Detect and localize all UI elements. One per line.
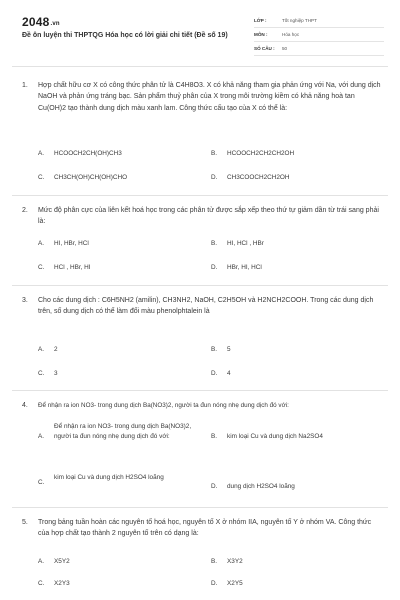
option-c[interactable] [38, 263, 198, 273]
logo-domain: .vn [50, 21, 60, 27]
question-2 [22, 205, 384, 228]
option-b[interactable] [211, 557, 381, 567]
option-text: HCOOCH2CH2CH2OH [227, 150, 295, 157]
divider [12, 195, 388, 196]
meta-row-subject [254, 28, 384, 42]
option-text: X5Y2 [54, 558, 70, 565]
option-c[interactable] [38, 173, 198, 183]
question-3 [22, 295, 384, 318]
option-text: 5 [227, 346, 231, 353]
question-text: Để nhận ra ion NO3- trong dung dịch Ba(NO3)2, người ta đun nóng nhẹ dung dịch đó với: [38, 402, 289, 409]
option-a[interactable] [38, 149, 198, 159]
option-d[interactable] [211, 263, 381, 273]
question-number: 5. [22, 519, 28, 526]
option-text: HI, HCl , HBr [227, 240, 264, 247]
question-stem [22, 517, 384, 540]
question-number: 2. [22, 207, 28, 214]
question-text: Hợp chất hữu cơ X có công thức phân tử là C4H8O3. X có khả năng tham gia phản ứng với Na, với dung dịch NaOH và phản ứng tráng bạc. Sản phẩm thuỷ phân của X trong môi trường kiềm có khả năng hoà tan Cu(OH)2 tạo thành dung dịch màu xanh lam. Công thức cấu tạo của X có thể là: [38, 82, 381, 112]
option-label: A. [38, 558, 45, 565]
option-text: X2Y5 [227, 580, 243, 587]
option-c[interactable] [38, 579, 198, 589]
option-a[interactable] [38, 239, 198, 249]
question-5 [22, 517, 384, 540]
option-label: B. [211, 240, 218, 247]
question-1 [22, 80, 384, 114]
option-label: C. [38, 370, 45, 377]
option-text: HCOOCH2CH(OH)CH3 [54, 150, 122, 157]
question-number: 4. [22, 402, 28, 409]
option-label: D. [211, 174, 218, 181]
option-label: D. [211, 580, 218, 587]
option-label: B. [211, 346, 218, 353]
question-number: 1. [22, 82, 28, 89]
question-text: Cho các dung dịch : C6H5NH2 (amilin), CH3NH2, NaOH, C2H5OH và H2NCH2COOH. Trong các dung dịch trên, số dung dịch có thể làm đổi màu phenolphtalein là [38, 297, 374, 316]
divider [12, 507, 388, 508]
option-label: A. [38, 150, 45, 157]
option-text: kim loại Cu và dung dịch H2SO4 loãng [54, 474, 164, 481]
option-a[interactable] [38, 557, 198, 567]
option-label: D. [211, 370, 218, 377]
option-d[interactable] [211, 369, 381, 379]
option-d[interactable] [211, 173, 381, 183]
option-label: D. [211, 483, 218, 490]
meta-key: MÔN : [254, 32, 268, 37]
option-text: 4 [227, 370, 231, 377]
meta-key: SỐ CÂU : [254, 46, 275, 51]
option-text: X3Y2 [227, 558, 243, 565]
option-text: CH3COOCH2CH2OH [227, 174, 290, 181]
page-header [0, 0, 400, 64]
option-text: X2Y3 [54, 580, 70, 587]
option-text: HI, HBr, HCl [54, 240, 89, 247]
option-a[interactable] [38, 422, 198, 442]
meta-row-count [254, 42, 384, 56]
question-text: Mức độ phân cực của liên kết hoá học trong các phân tử được sắp xếp theo thứ tự giảm dần từ trái sang phải là: [38, 207, 379, 226]
question-stem [22, 400, 384, 411]
option-label: B. [211, 150, 218, 157]
question-stem [22, 205, 384, 228]
option-d[interactable] [211, 482, 381, 492]
option-text: CH3CH(OH)CH(OH)CHO [54, 174, 128, 181]
option-text: Để nhận ra ion NO3- trong dung dịch Ba(NO3)2, người ta đun nóng nhẹ dung dịch đó với: [54, 423, 192, 440]
meta-value: Tốt nghiệp THPT [282, 18, 317, 23]
option-label: C. [38, 264, 45, 271]
question-number: 3. [22, 297, 28, 304]
divider [12, 390, 388, 391]
option-label: C. [38, 580, 45, 587]
exam-meta [254, 14, 384, 56]
option-b[interactable] [211, 239, 381, 249]
option-c[interactable] [38, 369, 198, 379]
option-b[interactable] [211, 432, 381, 442]
option-label: A. [38, 346, 45, 353]
exam-title: Đề ôn luyện thi THPTQG Hóa học có lời giải chi tiết (Đề số 19) [22, 32, 228, 39]
question-stem [22, 295, 384, 318]
option-label: C. [38, 479, 45, 486]
option-c[interactable] [38, 473, 198, 486]
option-label: B. [211, 433, 218, 440]
option-text: 3 [54, 370, 58, 377]
option-label: A. [38, 240, 45, 247]
meta-value: 50 [282, 46, 288, 51]
question-stem [22, 80, 384, 114]
meta-row-grade [254, 14, 384, 28]
option-text: dung dịch H2SO4 loãng [227, 483, 295, 490]
option-a[interactable] [38, 345, 198, 355]
option-label: D. [211, 264, 218, 271]
divider [12, 285, 388, 286]
question-4 [22, 400, 384, 411]
question-text: Trong bảng tuần hoàn các nguyên tố hoá học, nguyên tố X ở nhóm IIA, nguyên tố Y ở nhóm VA. Công thức của hợp chất tạo thành 2 nguyên tố trên có dạng là: [38, 519, 372, 538]
option-text: kim loại Cu và dung dịch Na2SO4 [227, 433, 323, 440]
option-text: 2 [54, 346, 58, 353]
option-b[interactable] [211, 345, 381, 355]
option-label: B. [211, 558, 218, 565]
option-d[interactable] [211, 579, 381, 589]
logo-main: 2048 [22, 15, 50, 29]
option-b[interactable] [211, 149, 381, 159]
option-label: A. [38, 433, 45, 440]
meta-value: Hóa học [282, 32, 300, 37]
option-text: HBr, HI, HCl [227, 264, 262, 271]
option-label: C. [38, 174, 45, 181]
site-logo[interactable] [22, 15, 60, 29]
meta-key: LỚP : [254, 18, 267, 23]
divider [12, 66, 388, 67]
option-text: HCl , HBr, HI [54, 264, 91, 271]
